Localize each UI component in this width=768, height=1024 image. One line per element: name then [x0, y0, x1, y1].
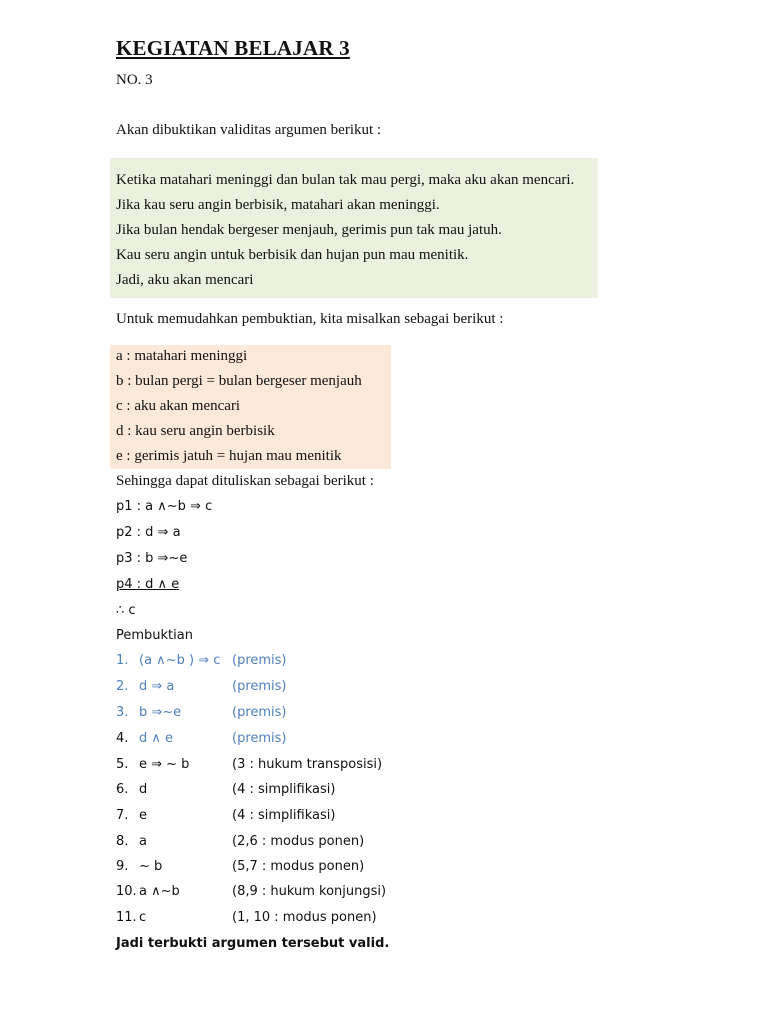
step-reason: (premis) — [232, 653, 287, 668]
proof-step — [0, 884, 768, 906]
step-number: 5. — [116, 757, 129, 772]
step-reason: (5,7 : modus ponen) — [232, 859, 365, 874]
proof-heading: Pembuktian — [116, 628, 193, 643]
variable-line: a : matahari meninggi — [116, 348, 248, 364]
premise-p2: p2 : d ⇒ a — [116, 525, 181, 540]
step-number: 1. — [116, 653, 129, 668]
intro-text: Akan dibuktikan validitas argumen berikut : — [116, 122, 382, 138]
argument-line: Jika kau seru angin berbisik, matahari akan meninggi. — [116, 197, 440, 213]
step-number: 4. — [116, 731, 129, 746]
argument-line: Jadi, aku akan mencari — [116, 272, 254, 288]
conclusion: Jadi terbukti argumen tersebut valid. — [116, 936, 390, 951]
proof-step — [0, 705, 768, 727]
step-reason: (premis) — [232, 679, 287, 694]
proof-step — [0, 731, 768, 753]
therefore-line: ∴ c — [116, 603, 136, 618]
step-reason: (8,9 : hukum konjungsi) — [232, 884, 387, 899]
step-expression: a ∧~b — [139, 884, 180, 899]
step-reason: (premis) — [232, 705, 287, 720]
step-number: 2. — [116, 679, 129, 694]
proof-step — [0, 808, 768, 830]
written-intro: Sehingga dapat dituliskan sebagai berikut : — [116, 473, 374, 489]
step-number: 3. — [116, 705, 129, 720]
step-expression: d ⇒ a — [139, 679, 175, 694]
step-expression: a — [139, 834, 147, 849]
variable-line: b : bulan pergi = bulan bergeser menjauh — [116, 373, 362, 389]
proof-step — [0, 910, 768, 932]
step-number: 7. — [116, 808, 129, 823]
step-expression: d ∧ e — [139, 731, 174, 746]
step-expression: d — [139, 782, 148, 797]
proof-step — [0, 782, 768, 804]
premise-p4: p4 : d ∧ e — [116, 577, 180, 592]
premise-p3: p3 : b ⇒~e — [116, 551, 188, 566]
step-reason: (2,6 : modus ponen) — [232, 834, 365, 849]
step-reason: (4 : simplifikasi) — [232, 782, 336, 797]
step-reason: (3 : hukum transposisi) — [232, 757, 383, 772]
step-expression: e ⇒ ~ b — [139, 757, 190, 772]
premise-p1: p1 : a ∧~b ⇒ c — [116, 499, 213, 514]
proof-step — [0, 653, 768, 675]
proof-step — [0, 859, 768, 881]
step-expression: e — [139, 808, 147, 823]
argument-line: Ketika matahari meninggi dan bulan tak mau pergi, maka aku akan mencari. — [116, 172, 575, 188]
argument-line: Kau seru angin untuk berbisik dan hujan pun mau menitik. — [116, 247, 469, 263]
problem-number: NO. 3 — [116, 72, 153, 88]
step-expression: ~ b — [139, 859, 163, 874]
step-number: 9. — [116, 859, 129, 874]
step-expression: b ⇒~e — [139, 705, 182, 720]
proof-step — [0, 757, 768, 779]
variable-line: d : kau seru angin berbisik — [116, 423, 275, 439]
proof-step — [0, 834, 768, 856]
simplify-intro: Untuk memudahkan pembuktian, kita misalkan sebagai berikut : — [116, 311, 504, 327]
step-number: 11. — [116, 910, 137, 925]
variable-line: e : gerimis jatuh = hujan mau menitik — [116, 448, 342, 464]
step-reason: (premis) — [232, 731, 287, 746]
proof-step — [0, 679, 768, 701]
step-number: 10. — [116, 884, 137, 899]
step-expression: (a ∧~b ) ⇒ c — [139, 653, 221, 668]
variable-line: c : aku akan mencari — [116, 398, 241, 414]
argument-line: Jika bulan hendak bergeser menjauh, gerimis pun tak mau jatuh. — [116, 222, 502, 238]
step-expression: c — [139, 910, 147, 925]
step-reason: (4 : simplifikasi) — [232, 808, 336, 823]
document-title: KEGIATAN BELAJAR 3 — [116, 36, 350, 60]
step-reason: (1, 10 : modus ponen) — [232, 910, 377, 925]
step-number: 6. — [116, 782, 129, 797]
step-number: 8. — [116, 834, 129, 849]
